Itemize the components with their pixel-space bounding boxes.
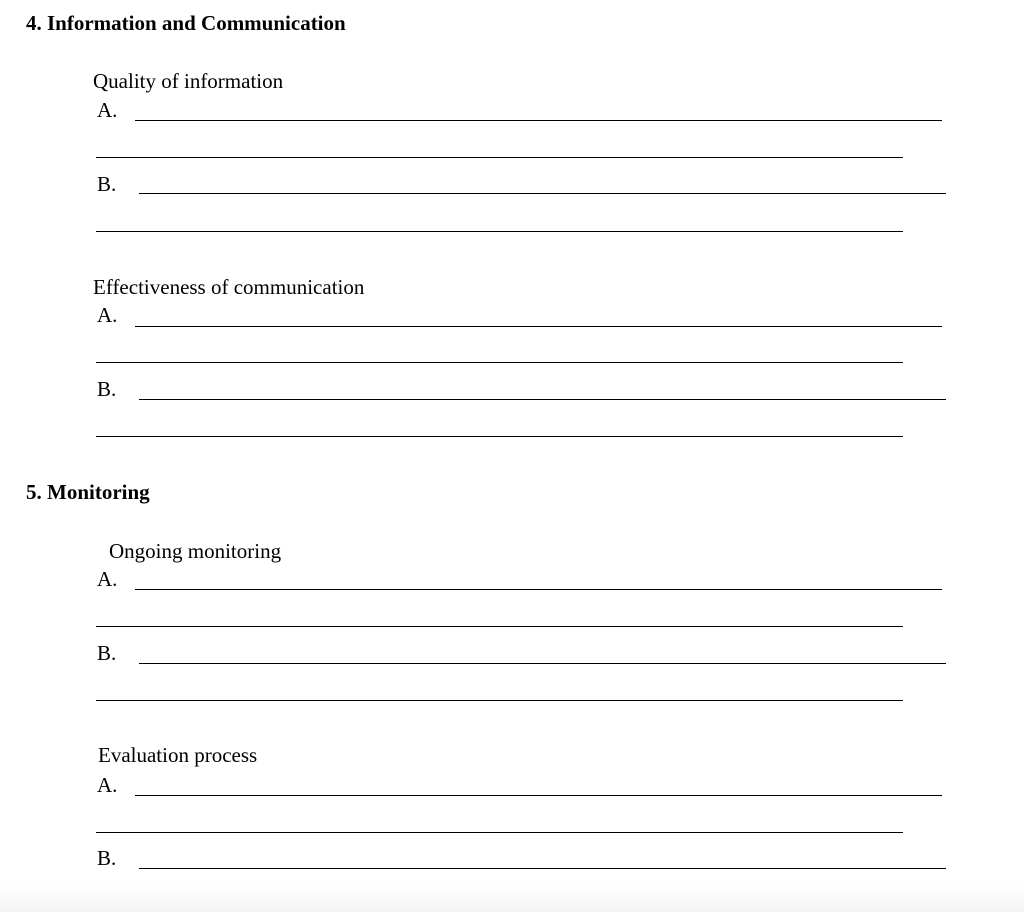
subsection-title-effectiveness-of-communication: Effectiveness of communication bbox=[93, 275, 365, 299]
answer-line[interactable] bbox=[96, 362, 903, 363]
item-label-a: A. bbox=[97, 303, 118, 327]
item-label-a: A. bbox=[97, 98, 118, 122]
answer-line[interactable] bbox=[96, 832, 903, 833]
subsection-title-ongoing-monitoring: Ongoing monitoring bbox=[109, 539, 282, 563]
answer-line[interactable] bbox=[139, 399, 946, 400]
answer-line[interactable] bbox=[135, 326, 942, 327]
item-label-b: B. bbox=[97, 172, 117, 196]
item-label-a: A. bbox=[97, 567, 118, 591]
answer-line[interactable] bbox=[139, 663, 946, 664]
answer-line[interactable] bbox=[135, 120, 942, 121]
answer-line[interactable] bbox=[96, 436, 903, 437]
answer-line[interactable] bbox=[139, 193, 946, 194]
answer-line[interactable] bbox=[135, 589, 942, 590]
subsection-title-quality-of-information: Quality of information bbox=[93, 69, 284, 93]
item-label-b: B. bbox=[97, 641, 117, 665]
item-label-b: B. bbox=[97, 846, 117, 870]
answer-line[interactable] bbox=[135, 795, 942, 796]
item-label-b: B. bbox=[97, 377, 117, 401]
answer-line[interactable] bbox=[96, 626, 903, 627]
item-label-a: A. bbox=[97, 773, 118, 797]
subsection-title-evaluation-process: Evaluation process bbox=[98, 743, 258, 767]
answer-line[interactable] bbox=[96, 700, 903, 701]
section-heading-information-communication: 4. Information and Communication bbox=[26, 11, 346, 35]
page-bottom-edge bbox=[0, 884, 1024, 912]
answer-line[interactable] bbox=[96, 157, 903, 158]
section-heading-monitoring: 5. Monitoring bbox=[26, 480, 150, 504]
answer-line[interactable] bbox=[139, 868, 946, 869]
answer-line[interactable] bbox=[96, 231, 903, 232]
